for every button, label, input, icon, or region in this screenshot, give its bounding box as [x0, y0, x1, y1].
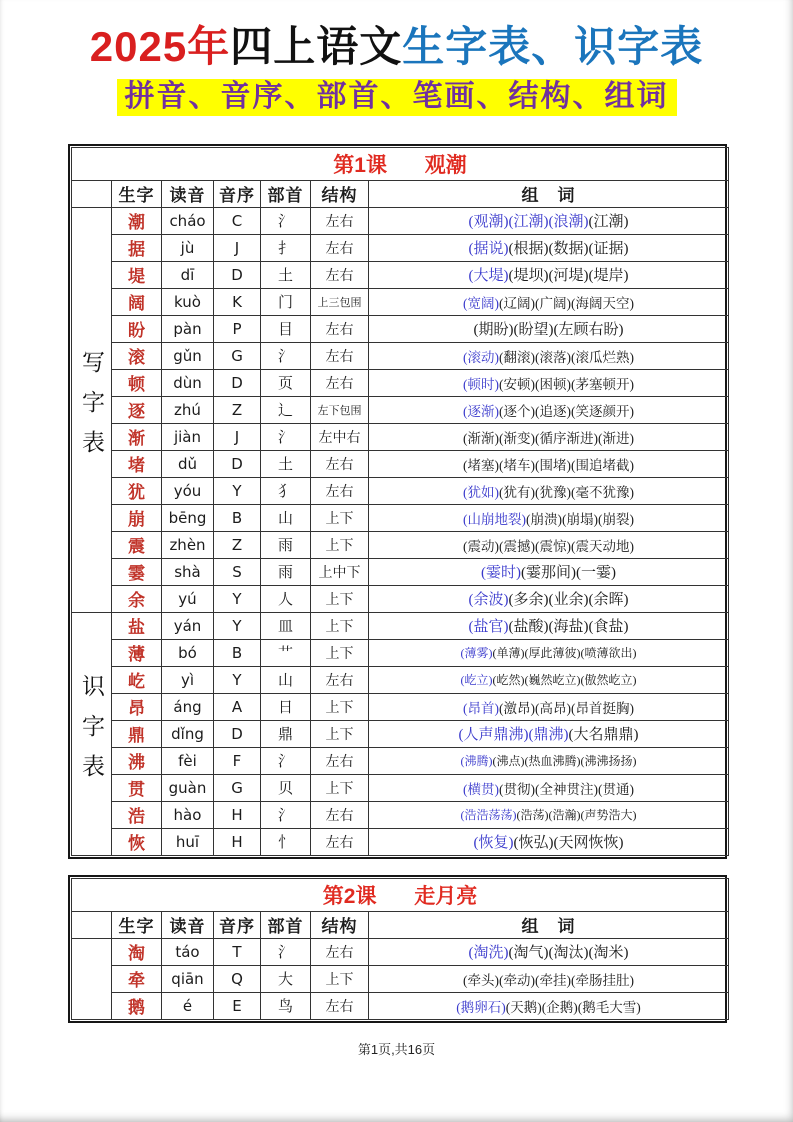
page-footer: 第1页,共16页: [357, 1041, 436, 1057]
radical-cell: 贝: [261, 774, 311, 801]
words-cell: [369, 992, 729, 1019]
words-plain: (震动)(震撼)(震惊)(震天动地): [463, 538, 635, 554]
radical-cell: 皿: [261, 612, 311, 639]
words-cell: [369, 828, 729, 855]
group-label-cell: [72, 938, 112, 1019]
character-row: [72, 450, 729, 477]
words-cell: [369, 531, 729, 558]
structure-cell: 上中下: [311, 558, 369, 585]
character-row: [72, 477, 729, 504]
column-header-structure: 结构: [311, 180, 369, 207]
char-cell: 渐: [112, 423, 162, 450]
char-cell: 犹: [112, 477, 162, 504]
words-highlighted: (顿时): [463, 376, 500, 392]
words-plain: (屹然)(巍然屹立)(傲然屹立): [492, 673, 637, 688]
radical-cell: 雨: [261, 558, 311, 585]
character-row: [72, 666, 729, 693]
radical-cell: 山: [261, 504, 311, 531]
course-lesson-number: 第2课: [322, 884, 377, 908]
character-row: [72, 938, 729, 965]
words-highlighted: (霎时): [481, 565, 522, 582]
character-row: [72, 234, 729, 261]
words-plain: (翻滚)(滚落)(滚瓜烂熟): [499, 349, 635, 365]
char-cell: 霎: [112, 558, 162, 585]
words-highlighted: (据说): [468, 241, 509, 258]
pinyin-cell: zhú: [162, 396, 214, 423]
words-cell: [369, 504, 729, 531]
radical-cell: 门: [261, 288, 311, 315]
char-cell: 崩: [112, 504, 162, 531]
character-row: [72, 531, 729, 558]
character-row: [72, 992, 729, 1019]
pinyin-cell: yán: [162, 612, 214, 639]
structure-cell: 左右: [311, 992, 369, 1019]
pinyin-cell: fèi: [162, 747, 214, 774]
pinyin-cell: dǔ: [162, 450, 214, 477]
column-header-pinyin: 读音: [162, 911, 214, 938]
words-highlighted: (人声鼎沸)(鼎沸): [458, 727, 569, 744]
initial-cell: Y: [214, 585, 261, 612]
structure-cell: 上下: [311, 531, 369, 558]
column-header-char: 生字: [112, 180, 162, 207]
words-cell: [369, 369, 729, 396]
initial-cell: S: [214, 558, 261, 585]
words-cell: [369, 315, 729, 342]
char-cell: 昂: [112, 693, 162, 720]
radical-cell: 土: [261, 450, 311, 477]
words-cell: [369, 288, 729, 315]
words-plain: (浩荡)(浩瀚)(声势浩大): [516, 808, 637, 823]
structure-cell: 左右: [311, 369, 369, 396]
words-plain: (激昂)(高昂)(昂首挺胸): [499, 700, 635, 716]
words-highlighted: (余波): [468, 592, 509, 609]
words-plain: (犹有)(犹豫)(毫不犹豫): [499, 484, 635, 500]
pinyin-cell: bó: [162, 639, 214, 666]
structure-cell: 上下: [311, 693, 369, 720]
char-cell: 屹: [112, 666, 162, 693]
character-row: [72, 965, 729, 992]
character-row: [72, 558, 729, 585]
words-highlighted: (观潮)(江潮)(浪潮): [468, 214, 589, 231]
character-row: [72, 396, 729, 423]
structure-cell: 左下包围: [311, 396, 369, 423]
structure-cell: 上下: [311, 612, 369, 639]
radical-cell: 氵: [261, 747, 311, 774]
structure-cell: 左右: [311, 477, 369, 504]
initial-cell: C: [214, 207, 261, 234]
character-row: [72, 288, 729, 315]
character-row: [72, 315, 729, 342]
pinyin-cell: pàn: [162, 315, 214, 342]
words-plain: (根据)(数据)(证据): [508, 241, 629, 258]
initial-cell: Y: [214, 477, 261, 504]
lesson-table-frame: [68, 144, 727, 859]
course-lesson-name: 走月亮: [414, 884, 478, 908]
character-row: [72, 369, 729, 396]
group-label: 写字表: [79, 349, 104, 470]
words-cell: [369, 396, 729, 423]
words-plain: (盐酸)(海盐)(食盐): [508, 619, 629, 636]
words-highlighted: (沸腾): [460, 754, 493, 769]
words-plain: (霎那间)(一霎): [521, 565, 617, 582]
char-cell: 盐: [112, 612, 162, 639]
words-cell: [369, 342, 729, 369]
column-header-initial: 音序: [214, 180, 261, 207]
page-title-year: 2025年: [89, 23, 231, 70]
initial-cell: H: [214, 801, 261, 828]
character-row: [72, 639, 729, 666]
lesson-table: [71, 878, 729, 1020]
initial-cell: F: [214, 747, 261, 774]
radical-cell: 氵: [261, 342, 311, 369]
structure-cell: 左右: [311, 342, 369, 369]
char-cell: 贯: [112, 774, 162, 801]
words-plain: (淘气)(淘汰)(淘米): [508, 945, 629, 962]
words-highlighted: (屹立): [460, 673, 493, 688]
radical-cell: 鸟: [261, 992, 311, 1019]
words-plain: (崩溃)(崩塌)(崩裂): [526, 511, 635, 527]
initial-cell: K: [214, 288, 261, 315]
radical-cell: 山: [261, 666, 311, 693]
char-cell: 浩: [112, 801, 162, 828]
radical-cell: 雨: [261, 531, 311, 558]
character-row: [72, 207, 729, 234]
page-subtitle-wrap: [0, 79, 793, 116]
words-highlighted: (宽阔): [463, 295, 500, 311]
pinyin-cell: yú: [162, 585, 214, 612]
words-highlighted: (大堤): [468, 268, 509, 285]
character-row: [72, 747, 729, 774]
structure-cell: 左右: [311, 450, 369, 477]
char-cell: 震: [112, 531, 162, 558]
words-cell: [369, 666, 729, 693]
char-cell: 余: [112, 585, 162, 612]
structure-cell: 上下: [311, 774, 369, 801]
course-header-row: [72, 147, 729, 180]
radical-cell: 艹: [261, 639, 311, 666]
initial-cell: H: [214, 828, 261, 855]
words-cell: [369, 477, 729, 504]
words-highlighted: (恢复): [473, 835, 514, 852]
lesson-tables-container: [68, 144, 793, 1023]
initial-cell: G: [214, 342, 261, 369]
pinyin-cell: dī: [162, 261, 214, 288]
radical-cell: 日: [261, 693, 311, 720]
character-row: [72, 774, 729, 801]
radical-cell: 页: [261, 369, 311, 396]
column-header-pinyin: 读音: [162, 180, 214, 207]
pinyin-cell: é: [162, 992, 214, 1019]
structure-cell: 上下: [311, 965, 369, 992]
words-plain: (单薄)(厚此薄彼)(喷薄欲出): [492, 646, 637, 661]
structure-cell: 左右: [311, 801, 369, 828]
words-highlighted: (盐官): [468, 619, 509, 636]
initial-cell: Y: [214, 612, 261, 639]
pinyin-cell: huī: [162, 828, 214, 855]
structure-cell: 左右: [311, 234, 369, 261]
words-highlighted: (昂首): [463, 700, 500, 716]
words-highlighted: (横贯): [463, 781, 500, 797]
words-cell: [369, 965, 729, 992]
char-cell: 薄: [112, 639, 162, 666]
initial-cell: G: [214, 774, 261, 801]
page-subtitle: 拼音、音序、部首、笔画、结构、组词: [117, 79, 677, 116]
course-header-cell: [72, 147, 729, 180]
course-header-row: [72, 878, 729, 911]
pinyin-cell: yóu: [162, 477, 214, 504]
initial-cell: B: [214, 504, 261, 531]
words-cell: [369, 639, 729, 666]
radical-cell: 忄: [261, 828, 311, 855]
words-cell: [369, 558, 729, 585]
character-row: [72, 720, 729, 747]
pinyin-cell: áng: [162, 693, 214, 720]
radical-cell: 扌: [261, 234, 311, 261]
words-cell: [369, 207, 729, 234]
pinyin-cell: kuò: [162, 288, 214, 315]
initial-cell: T: [214, 938, 261, 965]
radical-cell: 土: [261, 261, 311, 288]
char-cell: 据: [112, 234, 162, 261]
words-plain: (恢弘)(天网恢恢): [513, 835, 624, 852]
character-row: [72, 504, 729, 531]
char-cell: 堤: [112, 261, 162, 288]
radical-cell: 鼎: [261, 720, 311, 747]
words-cell: [369, 423, 729, 450]
column-header-row: [72, 911, 729, 938]
radical-cell: 大: [261, 965, 311, 992]
column-header-initial: 音序: [214, 911, 261, 938]
radical-cell: 犭: [261, 477, 311, 504]
words-plain: (堵塞)(堵车)(围堵)(围追堵截): [463, 457, 635, 473]
words-cell: [369, 693, 729, 720]
char-cell: 潮: [112, 207, 162, 234]
pinyin-cell: cháo: [162, 207, 214, 234]
words-highlighted: (薄雾): [460, 646, 493, 661]
column-header-group: [72, 911, 112, 938]
initial-cell: D: [214, 369, 261, 396]
column-header-radical: 部首: [261, 911, 311, 938]
initial-cell: D: [214, 450, 261, 477]
initial-cell: Z: [214, 396, 261, 423]
words-cell: [369, 720, 729, 747]
words-plain: (辽阔)(广阔)(海阔天空): [499, 295, 635, 311]
words-plain: (渐渐)(渐变)(循序渐进)(渐进): [463, 430, 635, 446]
group-label-cell: [72, 612, 112, 855]
column-header-structure: 结构: [311, 911, 369, 938]
page-title-grade: 四上语文: [230, 23, 403, 70]
pinyin-cell: zhèn: [162, 531, 214, 558]
structure-cell: 上下: [311, 504, 369, 531]
pinyin-cell: gǔn: [162, 342, 214, 369]
words-cell: [369, 801, 729, 828]
words-highlighted: (逐渐): [463, 403, 500, 419]
words-cell: [369, 612, 729, 639]
words-plain: (期盼)(盼望)(左顾右盼): [473, 322, 624, 339]
column-header-char: 生字: [112, 911, 162, 938]
char-cell: 鹅: [112, 992, 162, 1019]
words-cell: [369, 234, 729, 261]
column-header-row: [72, 180, 729, 207]
char-cell: 恢: [112, 828, 162, 855]
pinyin-cell: qiān: [162, 965, 214, 992]
initial-cell: B: [214, 639, 261, 666]
pinyin-cell: guàn: [162, 774, 214, 801]
radical-cell: 人: [261, 585, 311, 612]
words-plain: (大名鼎鼎): [568, 727, 639, 744]
structure-cell: 上下: [311, 639, 369, 666]
words-highlighted: (山崩地裂): [463, 511, 527, 527]
character-row: [72, 423, 729, 450]
radical-cell: 目: [261, 315, 311, 342]
char-cell: 牵: [112, 965, 162, 992]
lesson-table-frame: [68, 875, 727, 1023]
words-highlighted: (淘洗): [468, 945, 509, 962]
radical-cell: 氵: [261, 938, 311, 965]
words-cell: [369, 261, 729, 288]
words-plain: (沸点)(热血沸腾)(沸沸扬扬): [492, 754, 637, 769]
column-header-words: 组 词: [369, 911, 729, 938]
structure-cell: 上下: [311, 585, 369, 612]
char-cell: 阔: [112, 288, 162, 315]
group-label: 识字表: [79, 673, 104, 794]
group-label-cell: [72, 207, 112, 612]
initial-cell: J: [214, 423, 261, 450]
words-cell: [369, 938, 729, 965]
initial-cell: Y: [214, 666, 261, 693]
character-row: [72, 612, 729, 639]
words-cell: [369, 585, 729, 612]
structure-cell: 左右: [311, 747, 369, 774]
char-cell: 顿: [112, 369, 162, 396]
initial-cell: D: [214, 720, 261, 747]
radical-cell: 氵: [261, 207, 311, 234]
words-plain: (安顿)(困顿)(茅塞顿开): [499, 376, 635, 392]
words-highlighted: (滚动): [463, 349, 500, 365]
structure-cell: 左右: [311, 828, 369, 855]
initial-cell: P: [214, 315, 261, 342]
course-header-cell: [72, 878, 729, 911]
pinyin-cell: bēng: [162, 504, 214, 531]
char-cell: 鼎: [112, 720, 162, 747]
char-cell: 逐: [112, 396, 162, 423]
words-cell: [369, 747, 729, 774]
words-plain: (江潮): [588, 214, 629, 231]
initial-cell: D: [214, 261, 261, 288]
structure-cell: 左右: [311, 207, 369, 234]
pinyin-cell: shà: [162, 558, 214, 585]
radical-cell: 辶: [261, 396, 311, 423]
pinyin-cell: dùn: [162, 369, 214, 396]
words-plain: (多余)(业余)(余晖): [508, 592, 629, 609]
character-row: [72, 801, 729, 828]
char-cell: 滚: [112, 342, 162, 369]
character-row: [72, 828, 729, 855]
char-cell: 堵: [112, 450, 162, 477]
words-highlighted: (犹如): [463, 484, 500, 500]
column-header-radical: 部首: [261, 180, 311, 207]
words-plain: (堤坝)(河堤)(堤岸): [508, 268, 629, 285]
words-plain: (天鹅)(企鹅)(鹅毛大雪): [505, 999, 641, 1015]
structure-cell: 左右: [311, 315, 369, 342]
column-header-group: [72, 180, 112, 207]
character-row: [72, 261, 729, 288]
structure-cell: 左右: [311, 666, 369, 693]
pinyin-cell: táo: [162, 938, 214, 965]
pinyin-cell: yì: [162, 666, 214, 693]
column-header-words: 组 词: [369, 180, 729, 207]
char-cell: 淘: [112, 938, 162, 965]
words-cell: [369, 450, 729, 477]
radical-cell: 氵: [261, 801, 311, 828]
words-plain: (逐个)(追逐)(笑逐颜开): [499, 403, 635, 419]
words-plain: (牵头)(牵动)(牵挂)(牵肠挂肚): [463, 972, 635, 988]
structure-cell: 上三包围: [311, 288, 369, 315]
page-title: [0, 24, 793, 70]
course-lesson-number: 第1课: [333, 153, 387, 177]
pinyin-cell: dǐng: [162, 720, 214, 747]
pinyin-cell: hào: [162, 801, 214, 828]
page-title-subject: 生字表、识字表: [402, 23, 704, 70]
initial-cell: J: [214, 234, 261, 261]
structure-cell: 上下: [311, 720, 369, 747]
initial-cell: A: [214, 693, 261, 720]
character-row: [72, 585, 729, 612]
initial-cell: Q: [214, 965, 261, 992]
initial-cell: Z: [214, 531, 261, 558]
structure-cell: 左右: [311, 938, 369, 965]
words-highlighted: (浩浩荡荡): [460, 808, 517, 823]
structure-cell: 左右: [311, 261, 369, 288]
structure-cell: 左中右: [311, 423, 369, 450]
initial-cell: E: [214, 992, 261, 1019]
radical-cell: 氵: [261, 423, 311, 450]
course-lesson-name: 观潮: [424, 153, 467, 177]
pinyin-cell: jù: [162, 234, 214, 261]
character-row: [72, 342, 729, 369]
pinyin-cell: jiàn: [162, 423, 214, 450]
words-highlighted: (鹅卵石): [456, 999, 506, 1015]
char-cell: 盼: [112, 315, 162, 342]
character-row: [72, 693, 729, 720]
words-plain: (贯彻)(全神贯注)(贯通): [499, 781, 635, 797]
char-cell: 沸: [112, 747, 162, 774]
lesson-table: [71, 147, 729, 856]
words-cell: [369, 774, 729, 801]
